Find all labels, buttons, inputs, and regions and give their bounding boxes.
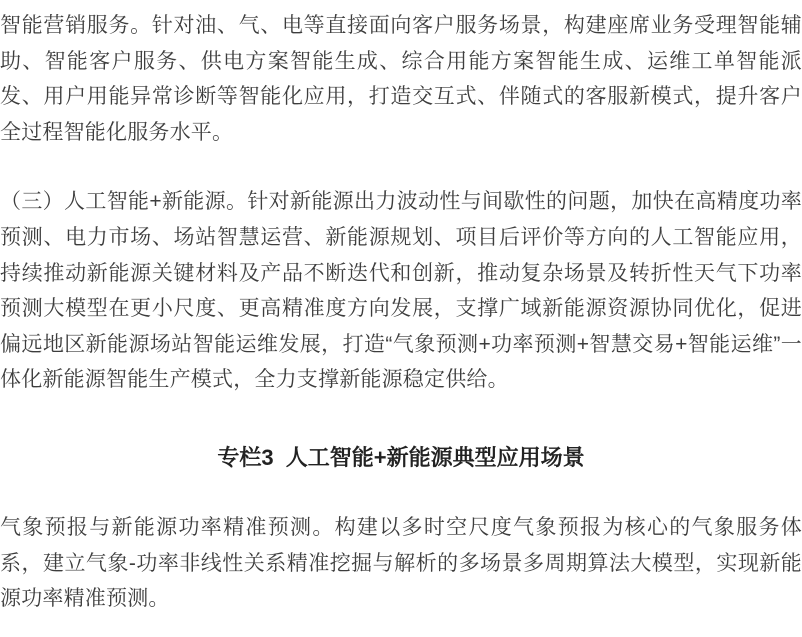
paragraph-ai-plus-new-energy: （三）人工智能+新能源。针对新能源出力波动性与间歇性的问题，加快在高精度功率预测、电力市场、场站智慧运营、新能源规划、项目后评价等方向的人工智能应用，持续推动新能源关键材料及产品不断迭代和创新，推动复杂场景及转折性天气下功率预测大模型在更小尺度、更高精准度方向发展，支撑广域新能源资源协同优化，促进偏远地区新能源场站智能运维发展，打造“气象预测+功率预测+智慧交易+智能运维”一体化新能源智能生产模式，全力支撑新能源稳定供给。 bbox=[0, 190, 802, 392]
paragraph-weather-power-forecast: 气象预报与新能源功率精准预测。构建以多时空尺度气象预报为核心的气象服务体系，建立气象-功率非线性关系精准挖掘与解析的多场景多周期算法大模型，实现新能源功率精准预测。 bbox=[0, 515, 802, 611]
box3-heading: 专栏3 人工智能+新能源典型应用场景 bbox=[217, 444, 585, 470]
paragraph-smart-marketing-services: 智能营销服务。针对油、气、电等直接面向客户服务场景，构建座席业务受理智能辅助、智能客户服务、供电方案智能生成、综合用能方案智能生成、运维工单智能派发、用户用能异常诊断等智能化应用，打造交互式、伴随式的客服新模式，提升客户全过程智能化服务水平。 bbox=[0, 14, 802, 144]
